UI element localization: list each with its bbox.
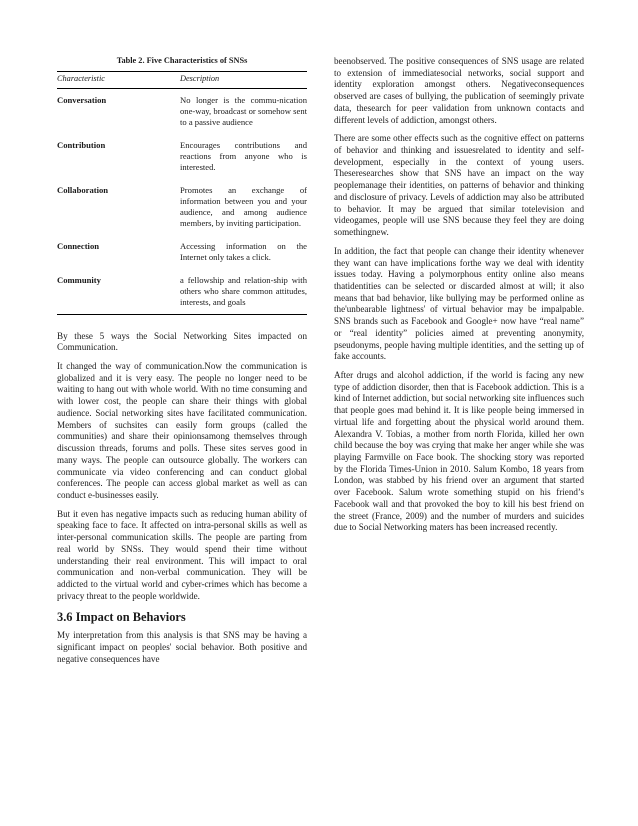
left-column xyxy=(57,56,307,673)
paragraph: In addition, the fact that people can change their identity whenever they want can have implications forthe way we deal with identity issues today. Having a polymorphous entity online also means thatidentities can be selected or discarded almost at will; it also means that bad behavior, like bullying may be performed online as the'unbearable lightness' of virtual behavior may be impalpable. SNS brands such as Facebook and Google+ now have “real name” or “real identity” policies aimed at preventing anonymity, pseudonyms, people having multiple identities, and the setting up of fake accounts. xyxy=(334,245,584,362)
table-row xyxy=(57,134,307,179)
cell-description: a fellowship and relation-ship with others who share common attitudes, interests, and goals xyxy=(180,269,307,315)
cell-description: Promotes an exchange of information between you and your audience, and among audience members, by inviting participation. xyxy=(180,184,307,228)
cell-characteristic: Community xyxy=(57,269,180,315)
paragraph: By these 5 ways the Social Networking Sites impacted on Communication. xyxy=(57,330,307,353)
characteristics-table xyxy=(57,71,307,315)
paragraph: After drugs and alcohol addiction, if the world is facing any new type of addiction disorder, then that is Facebook addiction. This is a kind of Internet addiction, but social networking site influences such that people goes mad behind it. It is like people being immersed in virtual life and forgetting about the physical world around them. Alexandra V. Tobias, a mother from north Florida, killed her own child because the boy was crying that make her anger while she was playing Farmville on Face book. The shocking story was reported by the Florida Times-Union in 2010. Salum Kombo, 18 years from London, was stabbed by his friend over an argument that started over Facebook. Salum wrote something stupid on his friend’s Facebook wall and that provoked the boy to kill his best friend on the street (France, 2009) and the number of murders and suicides due to Social Networking maters has been increased recently. xyxy=(334,369,584,533)
right-column xyxy=(334,56,584,541)
paragraph: There are some other effects such as the cognitive effect on patterns of behavior and thinking and issuesrelated to identity and self-development, especially in the context of young users. Theseresearches show that SNS have an impact on the way peoplemanage their identities, on patterns of behavior and thinking and disclosure of privacy. Levels of addiction may also be attributed to behavior. It may be argued that similar totelevision and videogames, people will use SNS because they feel they are doing somethingnew. xyxy=(334,133,584,238)
cell-characteristic: Conversation xyxy=(57,94,107,105)
header-description: Description xyxy=(180,72,307,89)
table-row xyxy=(57,235,307,269)
paragraph: beenobserved. The positive consequences of SNS usage are related to extension of immediatesocial networks, social support and identity exploration amongst others. Negativeconsequences observed are cases of bullying, the publication of seemingly private data, thesearch for peer validation from unknown contacts and different levels of addiction, amongst others. xyxy=(334,56,584,125)
paragraph: But it even has negative impacts such as reducing human ability of speaking face to face. It affected on intra-personal skills as well as inter-personal communication skills. The people are parting from real world by SNSs. They would spend their time without understanding their real environment. This will impact to oral communication and non-verbal communication. They will be addicted to the virtual world and cyber-crimes which has become a privacy threat to the people worldwide. xyxy=(57,508,307,601)
cell-characteristic: Connection xyxy=(57,240,100,251)
table-caption: Table 2. Five Characteristics of SNSs xyxy=(116,56,248,65)
cell-characteristic: Collaboration xyxy=(57,184,109,195)
table-row xyxy=(57,269,307,315)
cell-characteristic: Contribution xyxy=(57,139,106,150)
table-header-row xyxy=(57,72,307,89)
section-heading: 3.6 Impact on Behaviors xyxy=(57,610,186,625)
cell-description: Encourages contributions and reactions from anyone who is interested. xyxy=(180,139,307,172)
paragraph: My interpretation from this analysis is that SNS may be having a significant impact on peoples' social behavior. Both positive and negative consequences have xyxy=(57,630,307,664)
paragraph: It changed the way of communication.Now the communication is globalized and it is very easy. The people no longer need to be waiting to hang out with whole world. With no time consuming and with lower cost, the people can share their things with global audience. Social networking sites have facilitated communication. Members of suchsites can easily form groups (called the communities) and share their opinionsamong themselves through discussion threads, forums and polls. These sites serves good in many ways. The people can outsource globally. The workers can communicate via video conferencing and can conduct global conferences. The people can access global market as well as can conduct e-businesses easily. xyxy=(57,361,307,500)
cell-description: Accessing information on the Internet only takes a click. xyxy=(180,240,307,262)
header-characteristic: Characteristic xyxy=(57,72,180,89)
table-row xyxy=(57,179,307,235)
cell-description: No longer is the commu-nication one-way, broadcast or somehow sent to a passive audience xyxy=(180,94,307,127)
table-row xyxy=(57,88,307,134)
